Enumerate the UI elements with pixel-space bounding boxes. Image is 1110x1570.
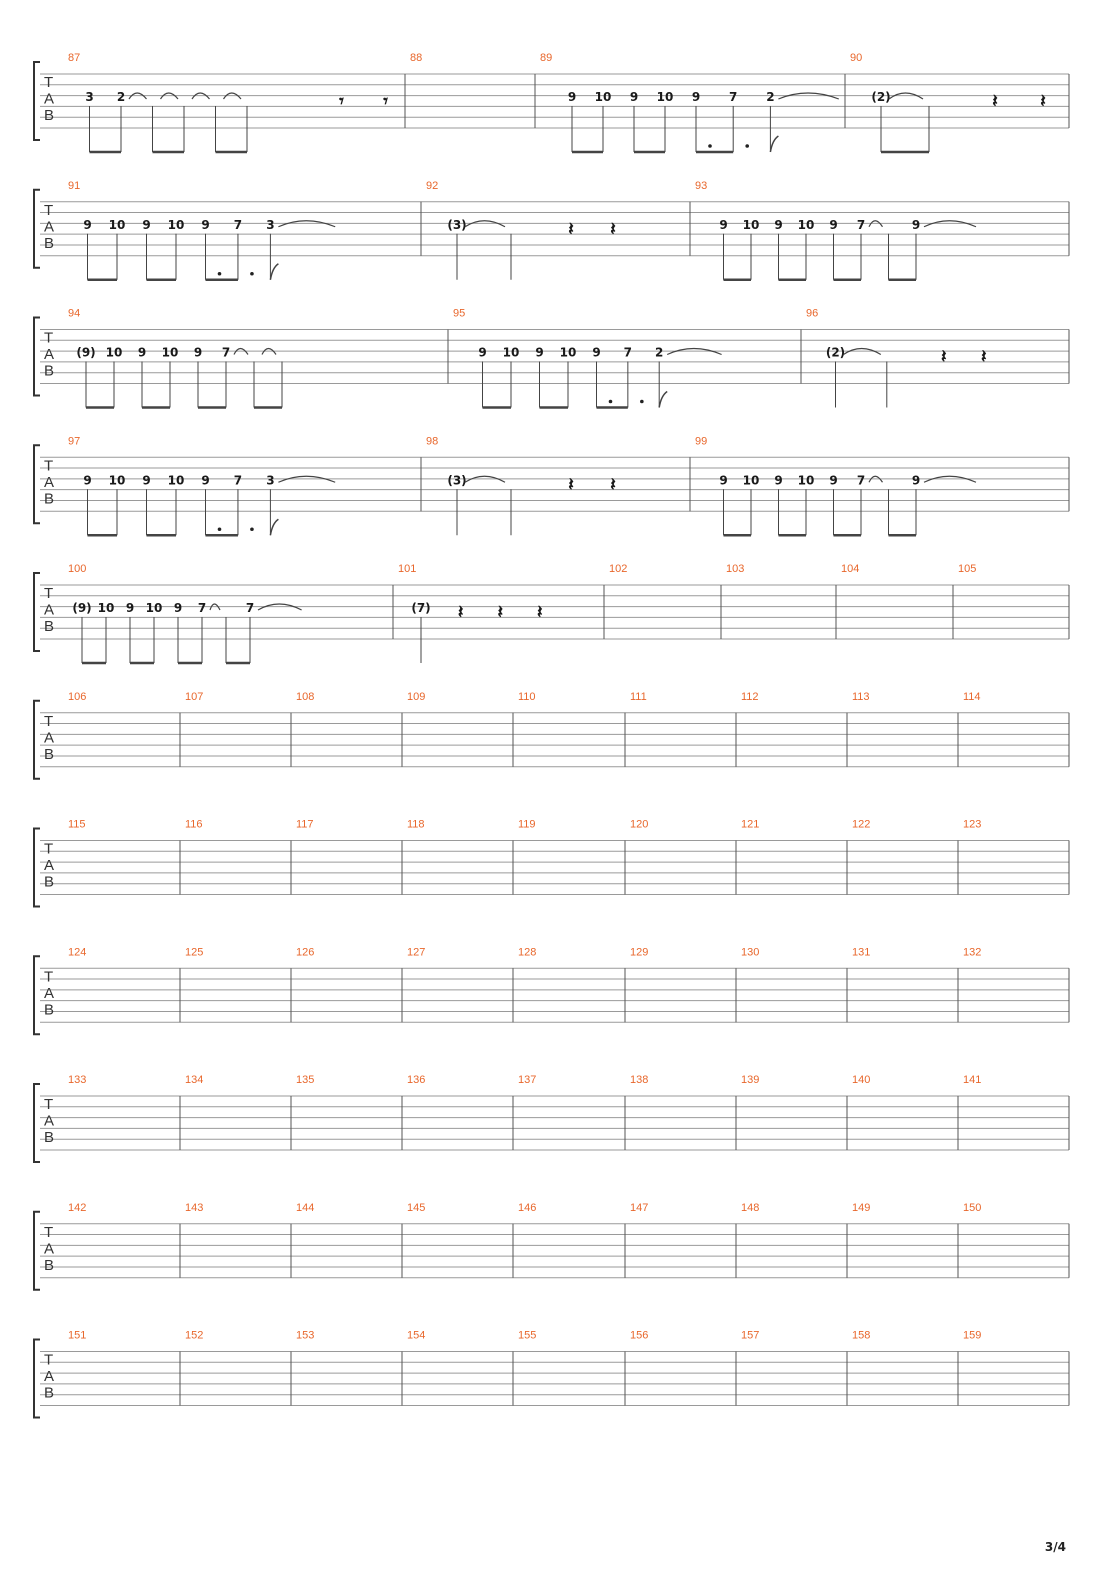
measure-number: 156	[630, 1329, 649, 1342]
measure-number: 113	[852, 690, 870, 703]
tab-system	[34, 563, 1069, 663]
measure-number: 126	[296, 946, 315, 959]
tab-clef-b: B	[44, 873, 55, 891]
measure-number: 158	[852, 1329, 871, 1342]
system-bracket	[34, 829, 40, 907]
fret-number: 9	[535, 345, 544, 360]
tab-clef-b: B	[44, 107, 55, 124]
quarter-rest: 𝄽	[980, 346, 987, 368]
fret-number: 7	[856, 217, 866, 232]
tab-clef-a: A	[44, 984, 55, 1002]
tab-clef-a: A	[44, 346, 55, 363]
measure-number: 124	[68, 946, 87, 959]
measure-number: 146	[518, 1201, 537, 1214]
fret-number: 9	[125, 601, 135, 615]
tab-clef-t: T	[44, 1223, 54, 1241]
measure-number: 120	[630, 818, 649, 831]
tab-system	[34, 435, 1069, 535]
tab-system	[34, 1074, 1069, 1162]
measure-number: 89	[540, 52, 553, 64]
measure-number: 107	[185, 690, 204, 703]
measure-number: 144	[296, 1201, 315, 1214]
system-bracket	[34, 1340, 40, 1418]
measure-number: 98	[426, 435, 439, 448]
fret-number: 7	[856, 473, 866, 488]
measure-number: 142	[68, 1201, 87, 1214]
fret-number: 3	[85, 90, 94, 104]
measure-number: 114	[963, 690, 981, 703]
system-bracket	[34, 445, 40, 523]
measure-number: 116	[185, 818, 203, 831]
measure-number: 88	[410, 52, 423, 64]
fret-number: 7	[245, 601, 255, 615]
measure-number: 111	[630, 690, 647, 703]
duration-dot	[250, 527, 254, 531]
measure-number: 133	[68, 1074, 87, 1086]
measure-number: 101	[398, 563, 417, 575]
tab-system	[34, 1330, 1069, 1418]
fret-number: 9	[691, 90, 701, 104]
tab-clef-b: B	[44, 362, 55, 380]
fret-number: 9	[173, 601, 183, 615]
quarter-rest: 𝄽	[537, 602, 543, 623]
measure-number: 106	[68, 690, 87, 703]
fret-number: 10	[797, 217, 815, 232]
fret-number: 7	[623, 345, 633, 360]
fret-number: 9	[911, 217, 921, 232]
fret-number: 9	[829, 217, 838, 232]
measure-number: 151	[68, 1329, 87, 1342]
duration-dot	[218, 272, 222, 276]
measure-number: 90	[850, 52, 863, 64]
duration-dot	[250, 272, 254, 276]
measure-number: 105	[958, 563, 977, 575]
fret-number: 10	[108, 473, 126, 488]
fret-number: 3	[266, 473, 275, 488]
measure-number: 125	[185, 946, 204, 959]
measure-number: 109	[407, 690, 426, 703]
tab-clef-a: A	[44, 1368, 55, 1385]
measure-number: 128	[518, 946, 537, 959]
measure-number: 110	[518, 690, 536, 703]
quarter-rest: 𝄽	[568, 218, 574, 240]
fret-number: 9	[719, 473, 728, 488]
tab-clef-t: T	[44, 712, 54, 730]
tab-clef-t: T	[44, 201, 54, 219]
page-number: 3/4	[1044, 1540, 1066, 1554]
system-bracket	[34, 701, 40, 779]
fret-number: 7	[233, 217, 243, 232]
measure-number: 103	[726, 563, 745, 575]
duration-dot	[708, 144, 712, 148]
note-flag	[270, 519, 278, 535]
measure-number: 93	[695, 179, 708, 192]
duration-dot	[218, 527, 222, 531]
fret-number: 9	[592, 345, 601, 360]
fret-number: 10	[167, 473, 185, 488]
fret-number: 9	[201, 217, 210, 232]
fret-number: 9	[478, 345, 487, 360]
measure-number: 94	[68, 307, 81, 320]
measure-number: 134	[185, 1074, 204, 1086]
fret-number: 7	[233, 473, 243, 488]
measure-number: 132	[963, 946, 982, 959]
measure-number: 102	[609, 563, 628, 575]
tab-clef-t: T	[44, 1096, 54, 1113]
measure-number: 108	[296, 690, 315, 703]
fret-number: 9	[629, 90, 639, 104]
fret-number: (7)	[411, 601, 431, 615]
fret-number: 2	[655, 345, 664, 360]
tab-system	[34, 1202, 1069, 1290]
measure-number: 96	[806, 307, 819, 320]
system-bracket	[34, 62, 40, 140]
measure-number: 136	[407, 1074, 426, 1086]
measure-number: 112	[741, 690, 759, 703]
measure-number: 145	[407, 1201, 426, 1214]
tab-clef-a: A	[44, 473, 55, 491]
fret-number: 7	[729, 90, 738, 104]
tab-clef-b: B	[44, 234, 55, 252]
measure-number: 150	[963, 1201, 982, 1214]
measure-number: 92	[426, 179, 439, 192]
tab-clef-b: B	[44, 1384, 55, 1402]
measure-number: 135	[296, 1074, 315, 1086]
tab-clef-b: B	[44, 1256, 55, 1274]
tab-clef-a: A	[44, 1112, 55, 1130]
measure-number: 138	[630, 1074, 649, 1086]
fret-number: 10	[742, 473, 760, 488]
tab-clef-t: T	[44, 329, 54, 347]
tab-clef-t: T	[44, 74, 54, 91]
fret-number: (3)	[447, 473, 467, 488]
fret-number: 9	[774, 473, 783, 488]
eighth-rest: 𝄾	[383, 91, 388, 112]
fret-number: 10	[594, 90, 612, 104]
fret-number: 10	[167, 217, 185, 232]
tab-clef-t: T	[44, 968, 54, 986]
fret-number: 9	[142, 473, 151, 488]
note-flag	[770, 136, 778, 152]
tab-clef-b: B	[44, 1001, 55, 1019]
tab-clef-a: A	[44, 601, 55, 619]
fret-number: 10	[742, 217, 760, 232]
quarter-rest: 𝄽	[497, 602, 503, 623]
fret-number: 7	[197, 601, 207, 615]
tab-clef-a: A	[44, 90, 55, 108]
tab-clef-t: T	[44, 1351, 54, 1369]
measure-number: 152	[185, 1329, 204, 1342]
tab-system	[34, 691, 1069, 779]
tab-clef-a: A	[44, 1240, 55, 1258]
measure-number: 131	[852, 946, 871, 959]
fret-number: 10	[797, 473, 815, 488]
measure-number: 121	[741, 818, 760, 831]
tab-clef-b: B	[44, 1129, 55, 1146]
measure-number: 129	[630, 946, 649, 959]
measure-number: 140	[852, 1074, 871, 1086]
fret-number: 10	[656, 90, 674, 104]
measure-number: 127	[407, 946, 426, 959]
measure-number: 153	[296, 1329, 315, 1342]
fret-number: 10	[108, 217, 126, 232]
tab-clef-b: B	[44, 745, 55, 763]
measure-number: 122	[852, 818, 871, 831]
tab-clef-t: T	[44, 457, 54, 475]
measure-number: 87	[68, 52, 81, 64]
system-bracket	[34, 956, 40, 1034]
system-bracket	[34, 318, 40, 396]
measure-number: 100	[68, 563, 87, 575]
fret-number: 9	[774, 217, 783, 232]
measure-number: 99	[695, 435, 708, 448]
measure-number: 104	[841, 563, 860, 575]
note-flag	[270, 264, 278, 280]
quarter-rest: 𝄽	[1040, 91, 1046, 112]
fret-number: 9	[911, 473, 921, 488]
quarter-rest: 𝄽	[568, 474, 574, 496]
fret-number: 2	[766, 90, 775, 104]
measure-number: 115	[68, 818, 86, 831]
duration-dot	[640, 400, 644, 404]
fret-number: 9	[567, 90, 577, 104]
fret-number: 9	[142, 217, 151, 232]
fret-number: 9	[201, 473, 210, 488]
fret-number: (2)	[871, 90, 891, 104]
tab-clef-t: T	[44, 585, 54, 602]
fret-number: 10	[145, 601, 163, 615]
eighth-rest: 𝄾	[339, 91, 344, 112]
fret-number: 9	[193, 345, 203, 360]
measure-number: 157	[741, 1329, 760, 1342]
measure-number: 97	[68, 435, 81, 448]
measure-number: 143	[185, 1201, 204, 1214]
fret-number: 9	[719, 217, 728, 232]
fret-number: 10	[161, 345, 179, 360]
fret-number: (9)	[76, 345, 96, 360]
fret-number: 7	[221, 345, 231, 360]
tab-system	[34, 52, 1069, 152]
measure-number: 117	[296, 818, 314, 831]
measure-number: 123	[963, 818, 982, 831]
tab-clef-t: T	[44, 840, 54, 858]
measure-number: 118	[407, 818, 425, 831]
measure-number: 147	[630, 1201, 649, 1214]
measure-number: 139	[741, 1074, 760, 1086]
quarter-rest: 𝄽	[457, 602, 464, 623]
tab-system	[34, 308, 1069, 408]
fret-number: 9	[83, 473, 92, 488]
tab-clef-b: B	[44, 618, 55, 635]
fret-number: (3)	[447, 217, 467, 232]
measure-number: 149	[852, 1201, 871, 1214]
fret-number: 10	[559, 345, 577, 360]
measure-number: 95	[453, 307, 466, 320]
measure-number: 137	[518, 1074, 537, 1086]
fret-number: 3	[266, 217, 275, 232]
quarter-rest: 𝄽	[992, 91, 998, 112]
tab-clef-a: A	[44, 218, 55, 236]
fret-number: 2	[116, 90, 126, 104]
tab-clef-a: A	[44, 729, 55, 747]
system-bracket	[34, 1084, 40, 1162]
duration-dot	[745, 144, 749, 148]
measure-number: 130	[741, 946, 760, 959]
fret-number: 9	[137, 345, 147, 360]
quarter-rest: 𝄽	[610, 218, 616, 240]
measure-number: 154	[407, 1329, 426, 1342]
tab-system	[34, 819, 1069, 907]
tab-system	[34, 946, 1069, 1034]
duration-dot	[609, 400, 613, 404]
fret-number: 10	[502, 345, 520, 360]
fret-number: 9	[829, 473, 838, 488]
tab-clef-b: B	[44, 490, 55, 508]
fret-number: (9)	[72, 601, 92, 615]
quarter-rest: 𝄽	[610, 474, 616, 496]
fret-number: 10	[97, 601, 115, 615]
fret-number: (2)	[825, 345, 846, 360]
system-bracket	[34, 1212, 40, 1290]
measure-number: 155	[518, 1329, 537, 1342]
tab-system	[34, 180, 1069, 280]
measure-number: 91	[68, 179, 81, 192]
measure-number: 148	[741, 1201, 760, 1214]
note-flag	[659, 392, 667, 408]
system-bracket	[34, 190, 40, 268]
measure-number: 159	[963, 1329, 982, 1342]
system-bracket	[34, 573, 40, 651]
fret-number: 10	[105, 345, 123, 360]
quarter-rest: 𝄽	[941, 346, 947, 368]
tab-clef-a: A	[44, 857, 55, 874]
fret-number: 9	[83, 217, 92, 232]
measure-number: 141	[963, 1074, 982, 1086]
measure-number: 119	[518, 818, 536, 831]
